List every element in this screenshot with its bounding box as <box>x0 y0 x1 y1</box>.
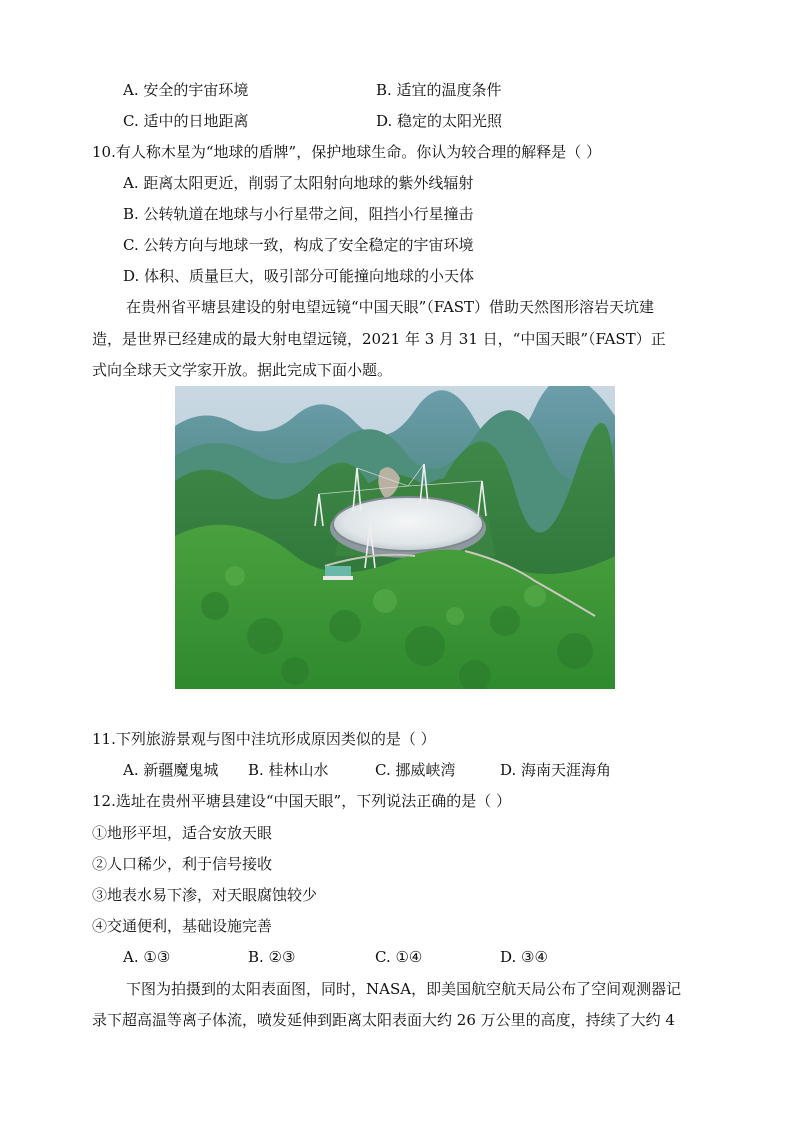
q11-stem: 11.下列旅游景观与图中洼坑形成原因类似的是（ ） <box>92 730 436 748</box>
q12-option-a: A. ①③ <box>123 948 171 966</box>
fast-passage-line-2: 造，是世界已经建成的最大射电望远镜，2021 年 3 月 31 日，“中国天眼”（FAST）正 <box>92 330 666 348</box>
q12-stem: 12.选址在贵州平塘县建设“中国天眼”，下列说法正确的是（ ） <box>92 792 511 810</box>
q9-option-c: C. 适中的日地距离 <box>123 112 249 130</box>
q12-option-c: C. ①④ <box>375 948 423 966</box>
sun-passage-line-1: 下图为拍摄到的太阳表面图，同时，NASA，即美国航空航天局公布了空间观测器记 <box>126 980 682 998</box>
q12-statement-1: ①地形平坦，适合安放天眼 <box>92 824 273 842</box>
q10-option-b: B. 公转轨道在地球与小行星带之间，阻挡小行星撞击 <box>123 205 474 223</box>
fast-passage-line-3: 式向全球天文学家开放。据此完成下面小题。 <box>92 361 393 379</box>
q11-option-d: D. 海南天涯海角 <box>500 761 612 779</box>
q12-statement-2: ②人口稀少，利于信号接收 <box>92 855 273 873</box>
q10-option-a: A. 距离太阳更近，削弱了太阳射向地球的紫外线辐射 <box>123 174 474 192</box>
sun-passage-line-2: 录下超高温等离子体流，喷发延伸到距离太阳表面大约 26 万公里的高度，持续了大约 4 <box>92 1011 675 1029</box>
q10-option-d: D. 体积、质量巨大，吸引部分可能撞向地球的小天体 <box>123 267 475 285</box>
q12-statement-3: ③地表水易下渗，对天眼腐蚀较少 <box>92 886 318 904</box>
q12-statement-4: ④交通便利，基础设施完善 <box>92 917 273 935</box>
q9-option-b: B. 适宜的温度条件 <box>376 81 502 99</box>
q11-option-b: B. 桂林山水 <box>248 761 329 779</box>
q9-option-d: D. 稳定的太阳光照 <box>376 112 503 130</box>
q11-option-a: A. 新疆魔鬼城 <box>123 761 219 779</box>
q10-option-c: C. 公转方向与地球一致，构成了安全稳定的宇宙环境 <box>123 236 474 254</box>
fast-passage-line-1: 在贵州省平塘县建设的射电望远镜“中国天眼”（FAST）借助天然图形溶岩天坑建 <box>126 298 655 316</box>
q12-option-b: B. ②③ <box>248 948 296 966</box>
q11-option-c: C. 挪威峡湾 <box>375 761 456 779</box>
q10-stem: 10.有人称木星为“地球的盾牌”，保护地球生命。你认为较合理的解释是（ ） <box>92 143 601 161</box>
q12-option-d: D. ③④ <box>500 948 548 966</box>
fast-telescope-photo <box>175 386 615 689</box>
q9-option-a: A. 安全的宇宙环境 <box>123 81 249 99</box>
